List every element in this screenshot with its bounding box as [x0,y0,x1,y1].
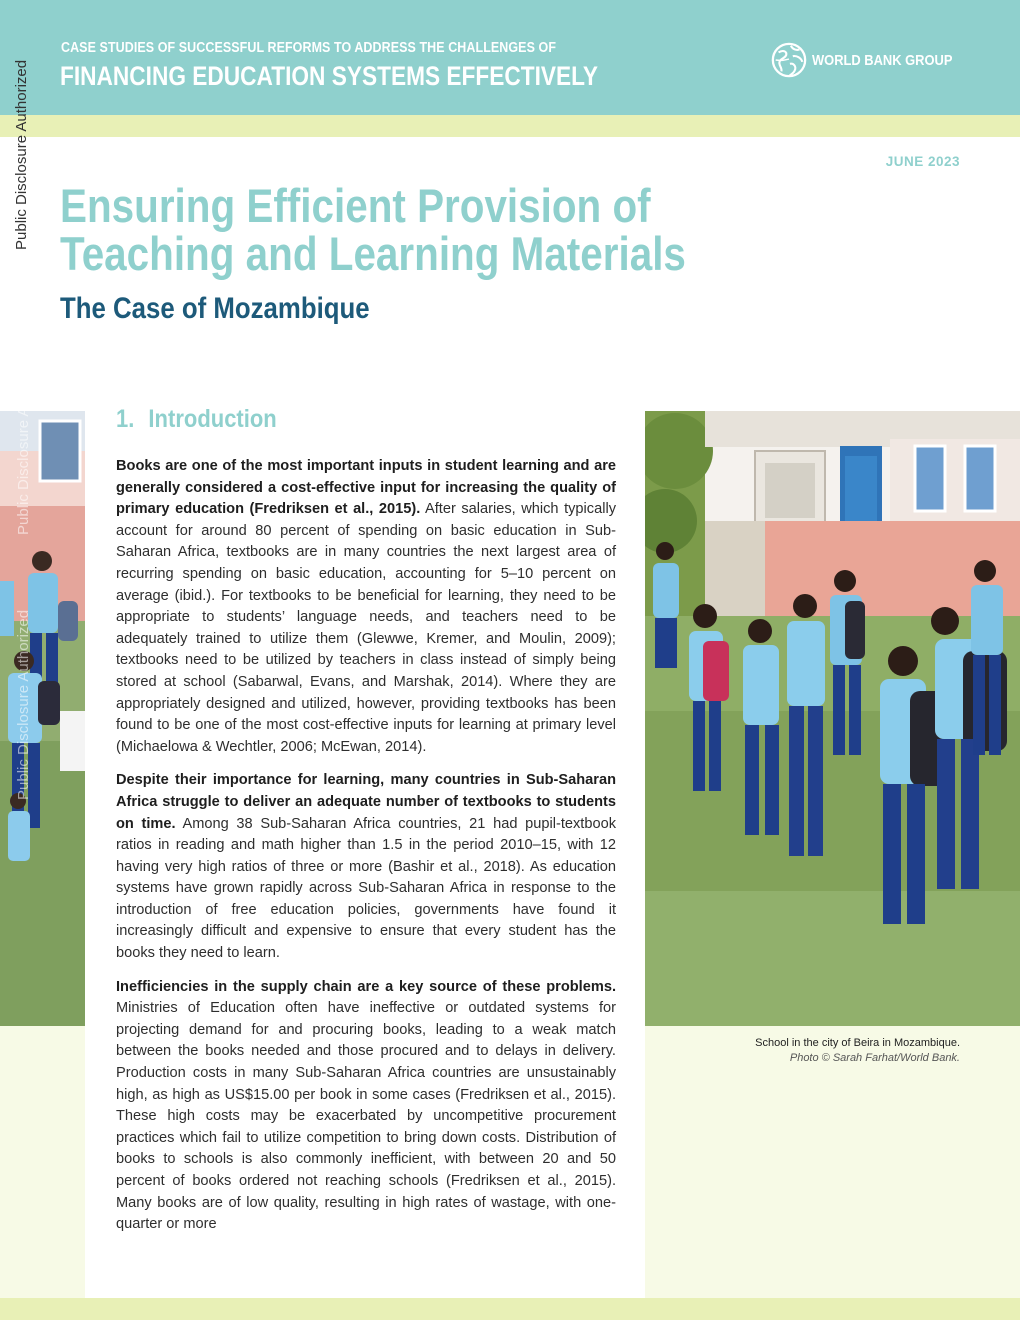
page-title: Ensuring Efficient Provision of Teaching and Learning Materials [60,179,686,280]
photo-strip-left [0,411,85,1026]
paragraph-lead: Despite their importance for learning, many countries in Sub-Saharan Africa struggle to deliver an adequate number of textbooks to students on time. [116,772,616,832]
photo-caption [755,1036,960,1066]
logo-wordmark: WORLD BANK GROUP [812,51,953,69]
page-subtitle: The Case of Mozambique [60,292,370,325]
world-bank-logo[interactable] [770,41,975,79]
section-number: 1. [116,405,135,433]
paragraph [116,456,616,758]
series-title: FINANCING EDUCATION SYSTEMS EFFECTIVELY [60,61,599,91]
series-kicker: CASE STUDIES OF SUCCESSFUL REFORMS TO ADDRESS THE CHALLENGES OF [61,40,557,56]
paragraph-lead: Inefficiencies in the supply chain are a key source of these problems. [116,978,616,995]
photo-credit: Photo © Sarah Farhat/World Bank. [789,1052,960,1064]
paragraph-lead: Books are one of the most important inputs in student learning and are generally considered a cost-effective input for increasing the quality of primary education (Fredriksen et al., 2015). [116,458,616,518]
school-photo [645,411,1020,1026]
disclosure-label-ghost-2: Public Disclosure Authorized [15,609,32,800]
paragraph [116,770,616,964]
header-banner [0,0,1020,115]
main-content [116,405,616,1248]
caption-text: School in the city of Beira in Mozambique. [755,1037,960,1049]
paragraph-body: Ministries of Education often have ineffective or outdated systems for projecting demand for and procuring books, leading to a weak match between the books needed and those procured and to delays in delivery. Production costs in many Sub-Saharan Africa countries are unsustainably high, as high as US$15.00 per book in some cases (Fredriksen et al., 2015). These high costs may be exacerbated by uncompetitive procurement practices which fail to utilize competition to bring down costs. Distribution of books to schools is also commonly inefficient, with between 20 and 50 percent of books ordered not reaching schools (Fredriksen et al., 2015). Many books are of low quality, resulting in high rates of wastage, with one-quarter or more [116,1000,616,1233]
top-accent-band [0,115,1020,137]
disclosure-label: Public Disclosure Authorized [13,59,30,250]
section-heading [116,405,556,434]
paragraph [116,977,616,1236]
section-title: Introduction [148,405,277,433]
left-panel-background [0,1026,85,1298]
globe-icon [770,41,808,79]
caption-panel-background [645,1026,1020,1298]
publication-date: JUNE 2023 [885,154,960,169]
paragraph-body: After salaries, which typically account for around 80 percent of spending on basic education in Sub-Saharan Africa, textbooks are in many countries the next largest area of recurring spending on basic education, accounting for 5–10 percent on average (ibid.). For textbooks to be beneficial for learning, they need to be appropriate to students’ language needs, and teachers need to be adequately trained to utilize them (Glewwe, Kremer, and Moulin, 2009); textbooks need to be utilized by teachers in class instead of simply being stored at school (Sabarwal, Evans, and Marshak, 2014). Where they are appropriately designed and utilized, however, providing textbooks has been found to be one of the most cost-effective inputs for learning at primary level (Michaelowa & Wechtler, 2006; McEwan, 2014). [116,501,616,755]
disclosure-label-ghost-1: Public Disclosure Authorized [15,344,32,535]
bottom-accent-band [0,1298,1020,1320]
paragraph-body: Among 38 Sub-Saharan Africa countries, 21 had pupil-textbook ratios in reading and math higher than 1.5 in the period 2010–15, with 12 having very high ratios of three or more (Bashir et al., 2018). As education systems have grown rapidly across Sub-Saharan Africa in response to the introduction of free education policies, governments have found it increasingly difficult and expensive to ensure that every student has the books they need to learn. [116,815,616,962]
